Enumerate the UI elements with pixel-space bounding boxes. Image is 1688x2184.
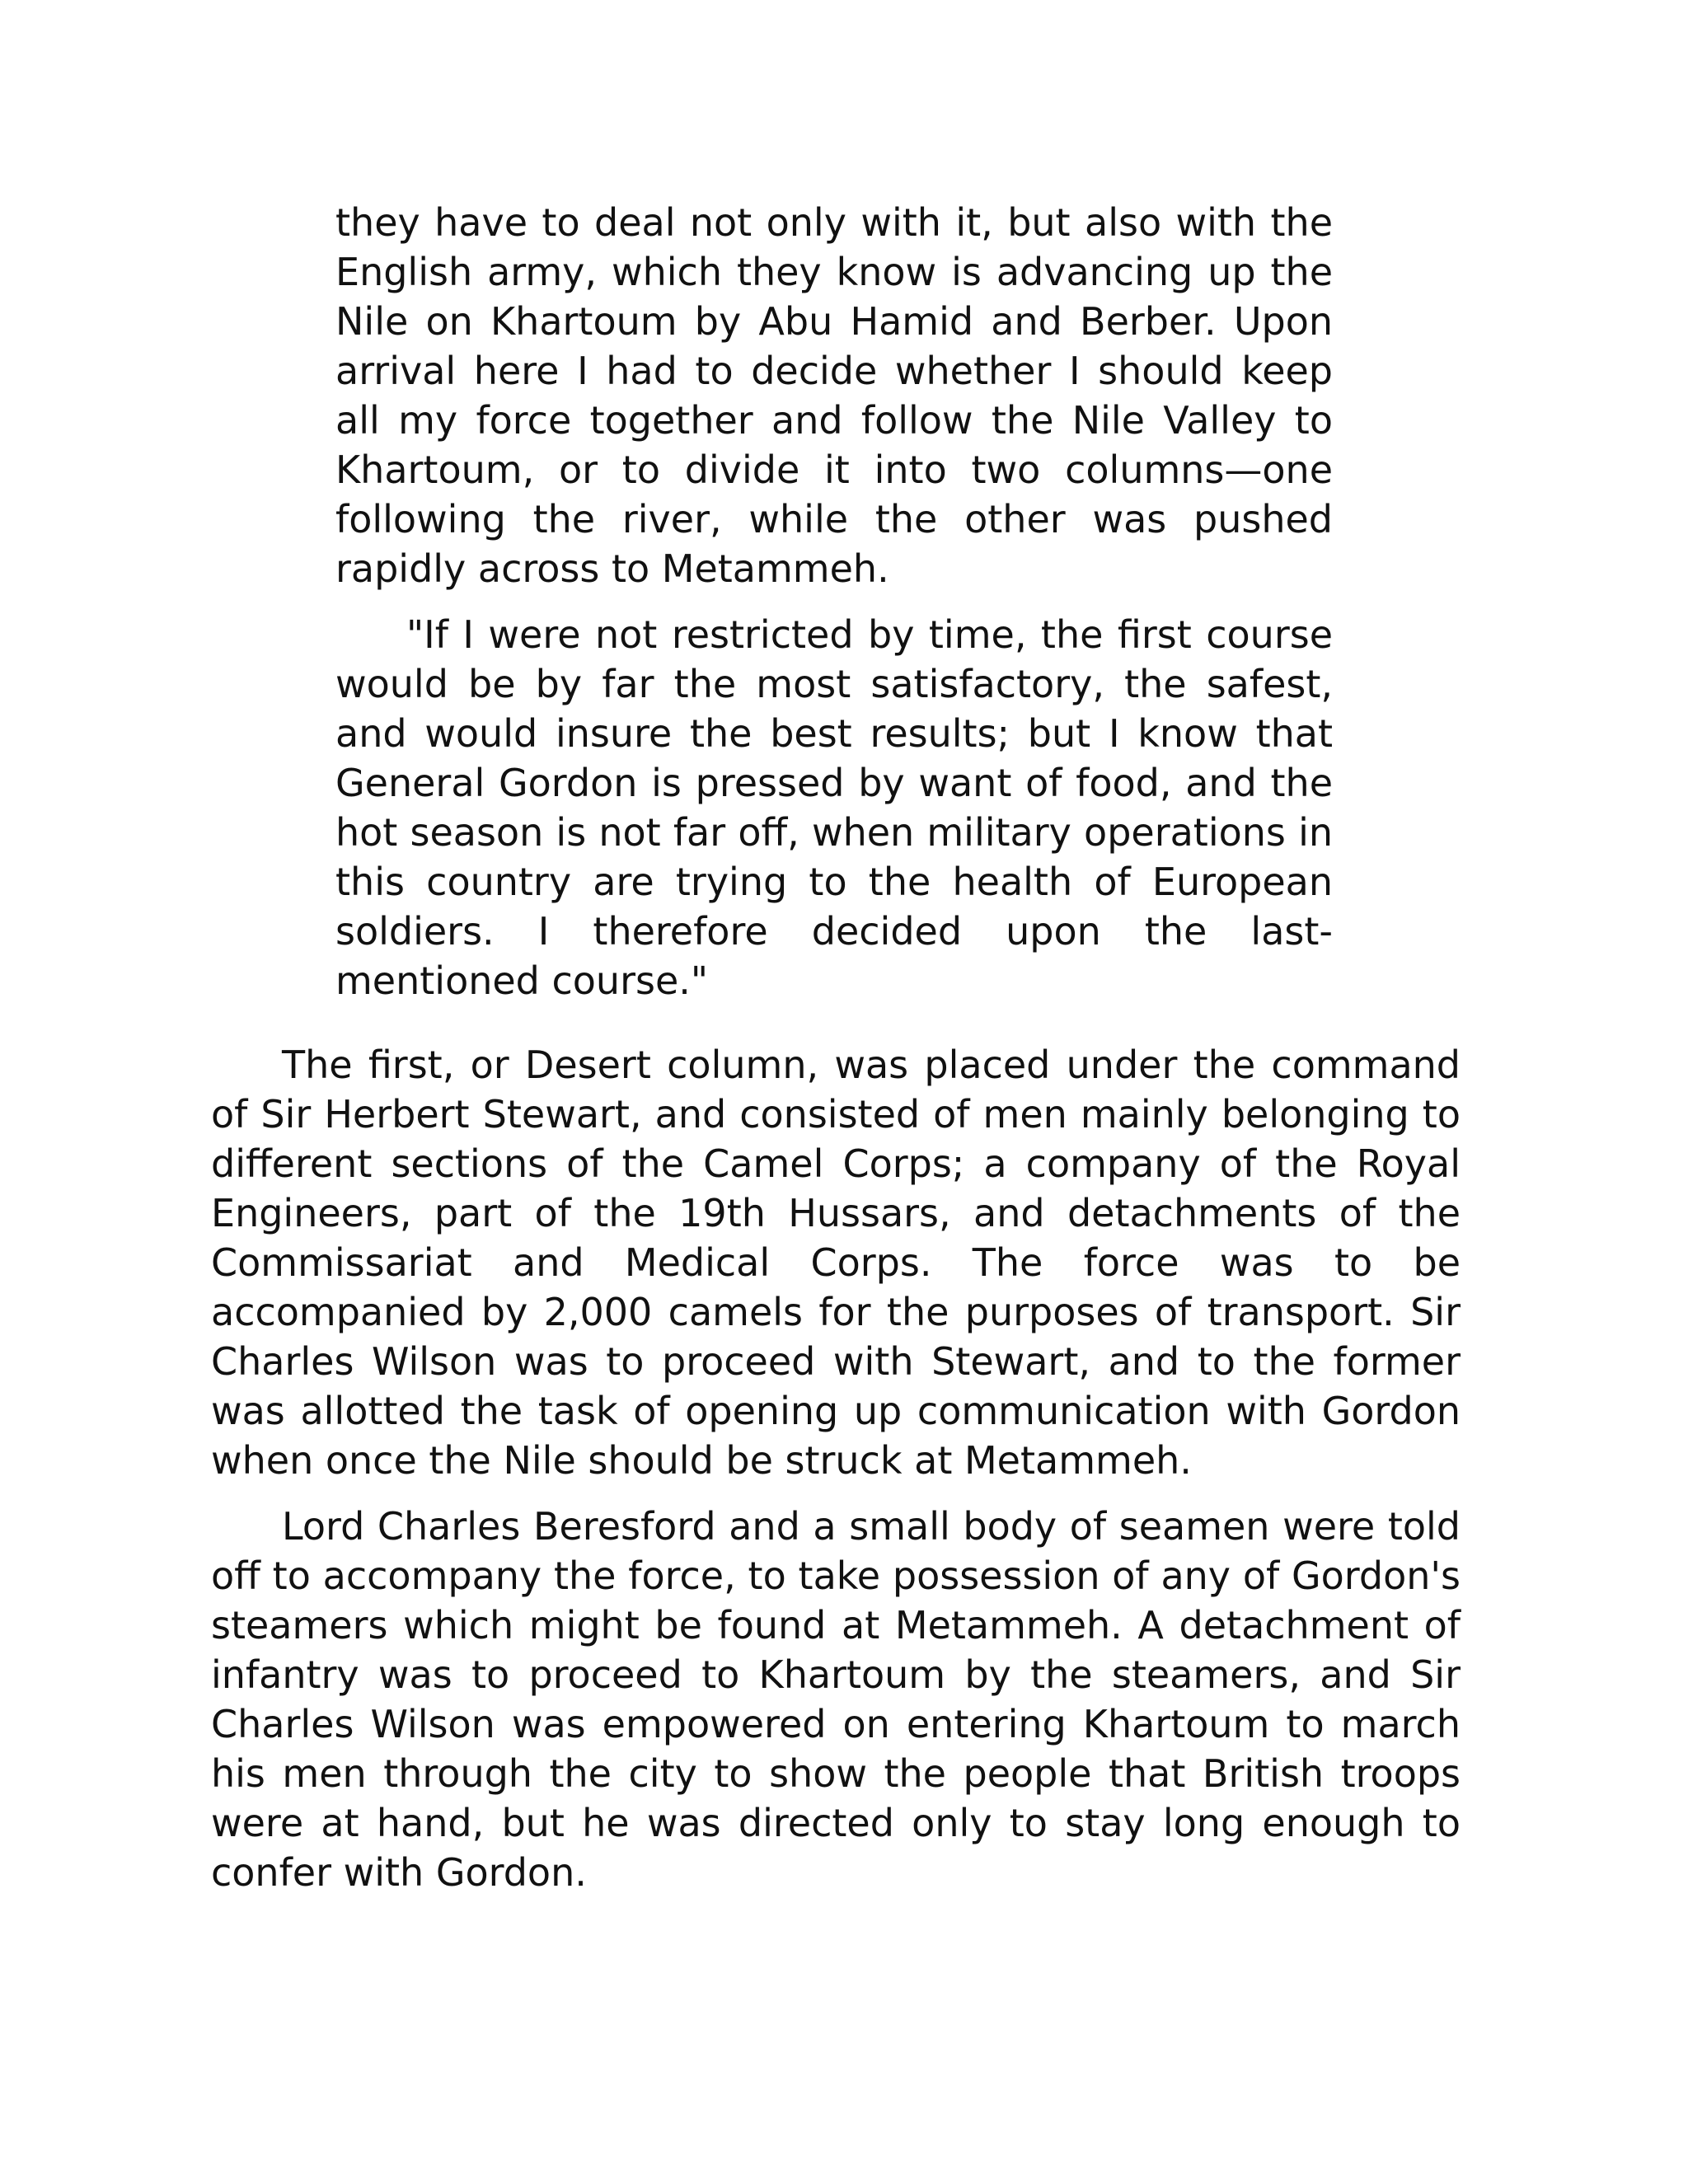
body-paragraph-1: The first, or Desert column, was placed under the command of Sir Herbert Stewart, and consisted of men mainly belonging to different sections of the Camel Corps; a company of the Royal Engineers, part of the 19th Hussars, and detachments of the Commissariat and Medical Corps. The force was to be accompanied by 2,000 camels for the purposes of transport. Sir Charles Wilson was to proceed with Stewart, and to the former was allotted the task of opening up communication with Gordon when once the Nile should be struck at Metammeh. [211, 1043, 1461, 1483]
block-quote [335, 198, 1333, 1005]
body-paragraph-2: Lord Charles Beresford and a small body of seamen were told off to accompany the force, to take possession of any of Gordon's steamers which might be found at Metammeh. A detachment of infantry was to proceed to Khartoum by the steamers, and Sir Charles Wilson was empowered on entering Khartoum to march his men through the city to show the people that British troops were at hand, but he was directed only to stay long enough to confer with Gordon. [211, 1504, 1461, 1895]
quote-paragraph-2: "If I were not restricted by time, the first course would be by far the most satisfactory, the safest, and would insure the best results; but I know that General Gordon is pressed by want of food, and the hot season is not far off, when military operations in this country are trying to the health of European soldiers. I therefore decided upon the last-mentioned course." [335, 612, 1333, 1003]
quote-paragraph-1: they have to deal not only with it, but also with the English army, which they know is advancing up the Nile on Khartoum by Abu Hamid and Berber. Upon arrival here I had to decide whether I should keep all my force together and follow the Nile Valley to Khartoum, or to divide it into two columns—one following the river, while the other was pushed rapidly across to Metammeh. [335, 200, 1333, 591]
body-text [211, 1040, 1461, 1897]
